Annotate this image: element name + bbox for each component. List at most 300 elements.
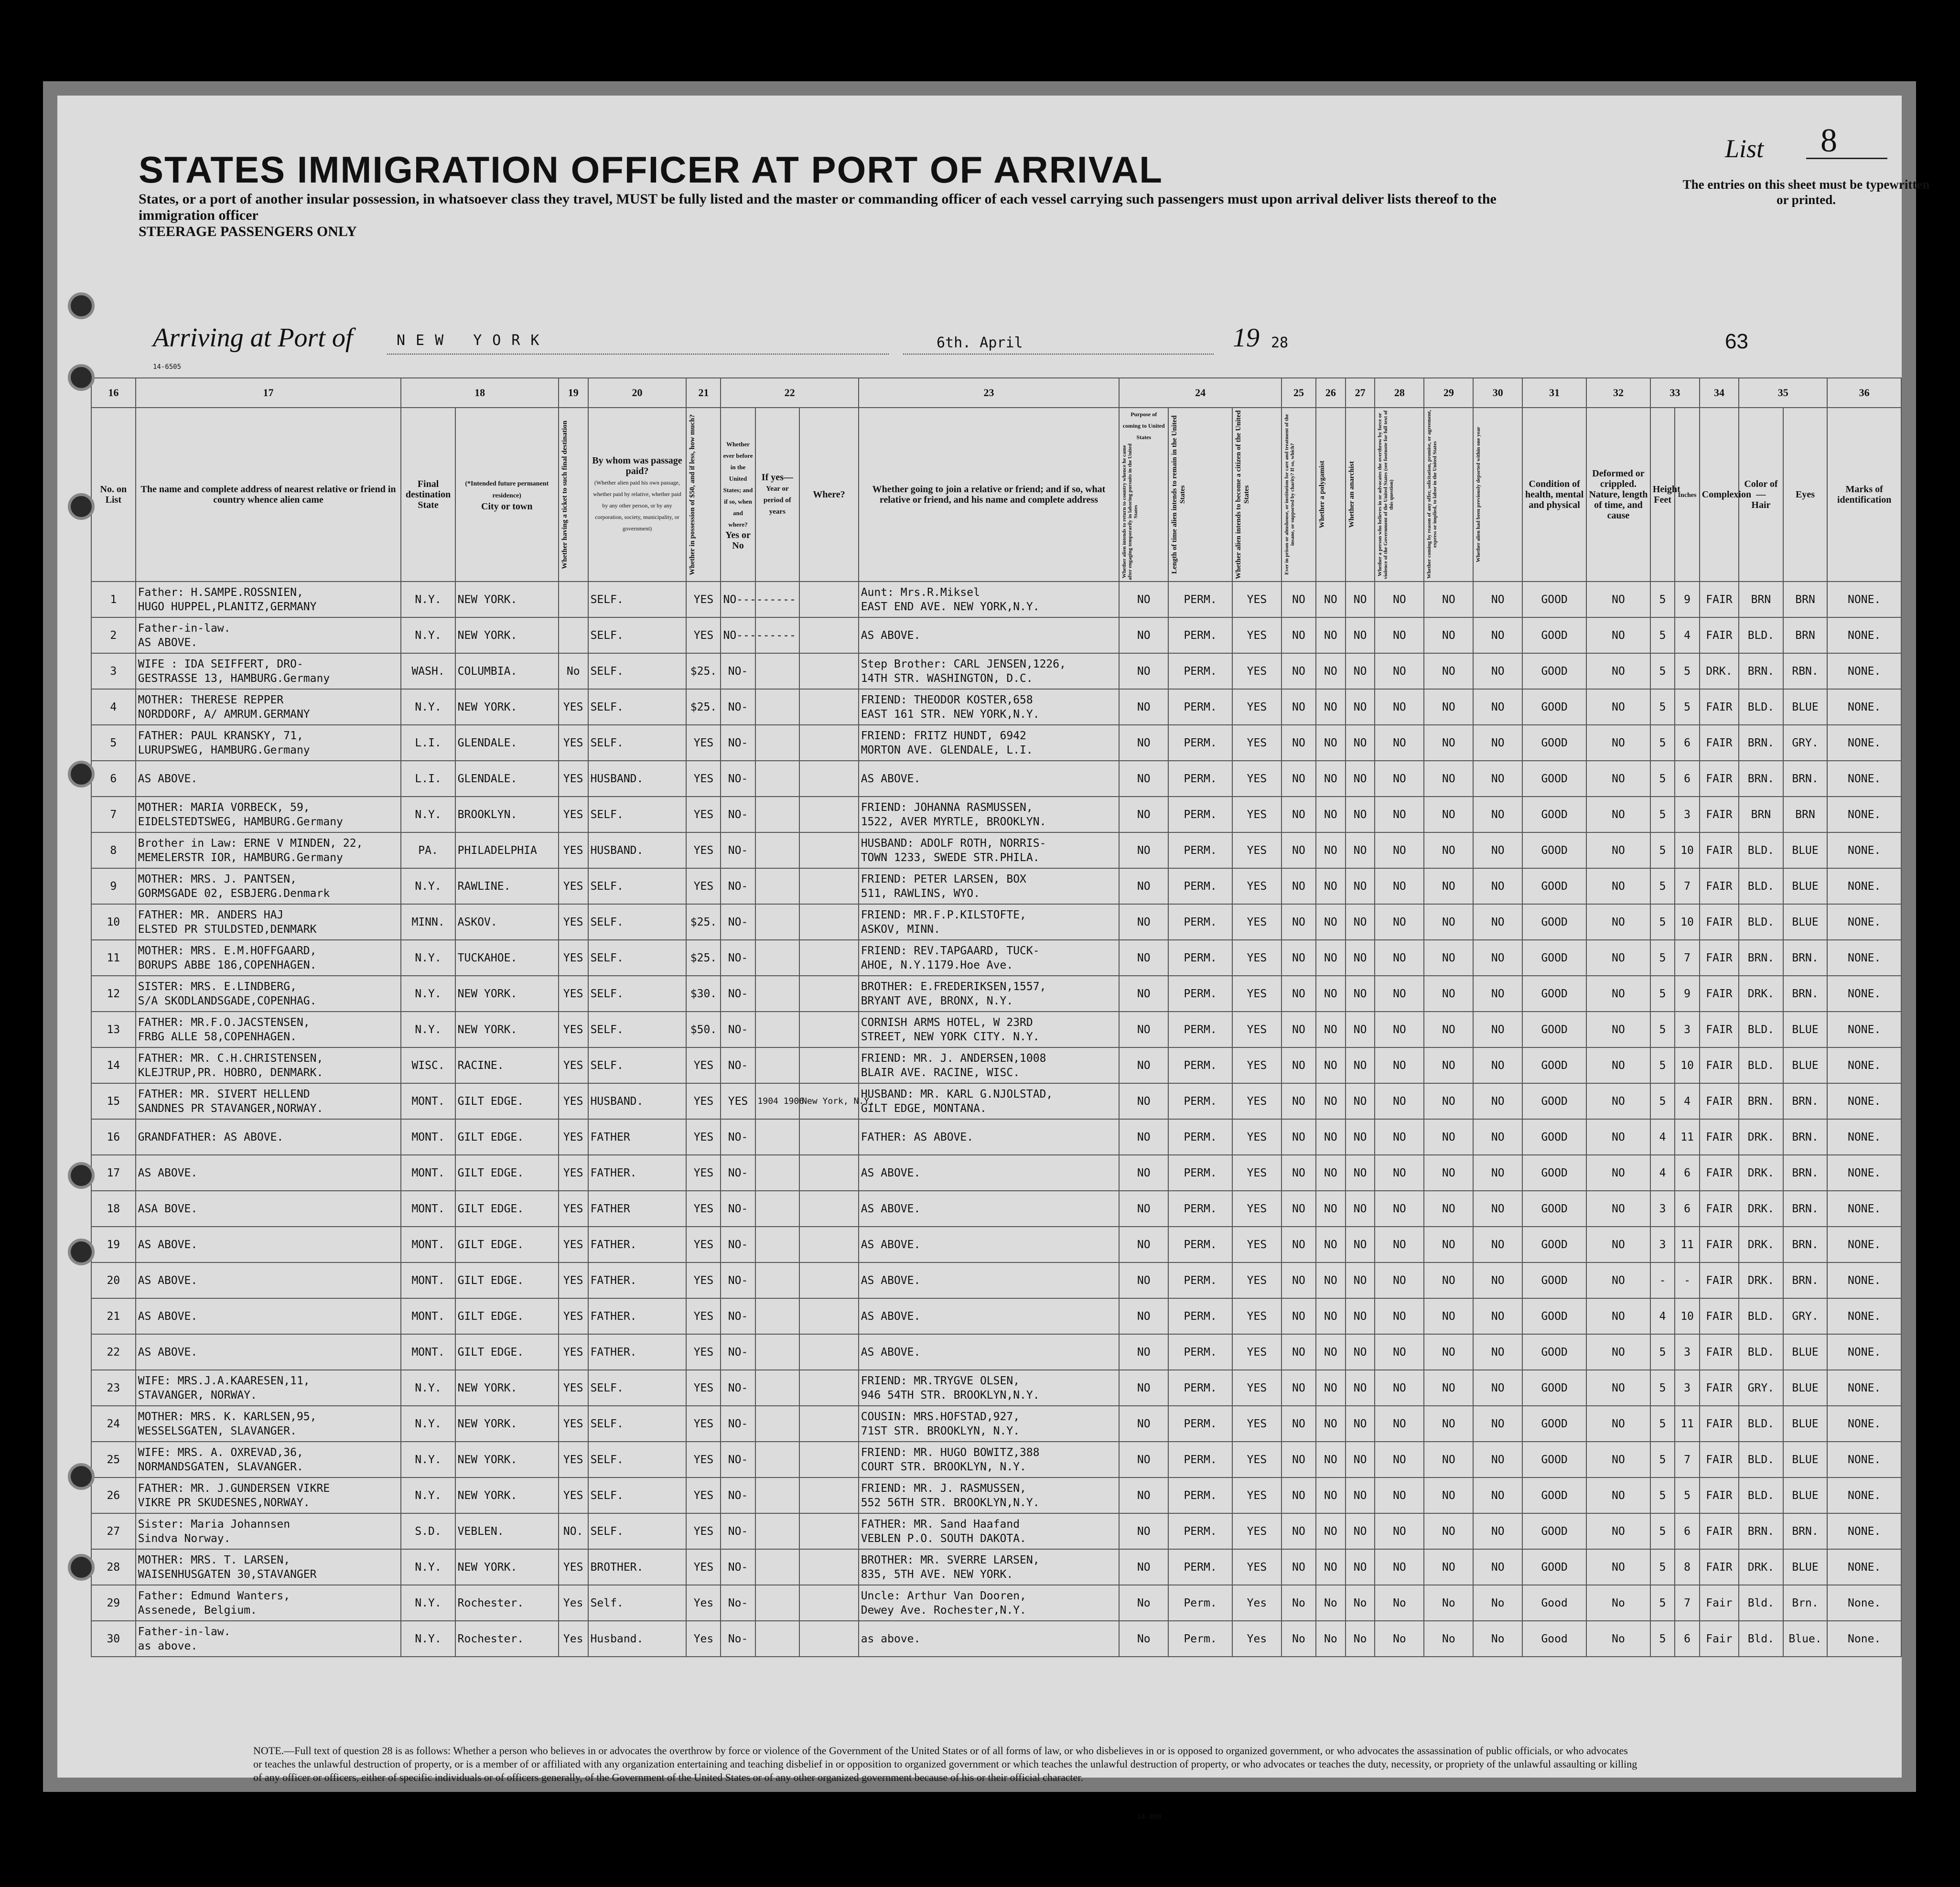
- cell-relative: [136, 653, 401, 689]
- cell-no: 16: [91, 1119, 136, 1155]
- cell-deformed: NO: [1586, 1406, 1650, 1442]
- table-row: [91, 761, 1901, 797]
- joining-line-2: AS ABOVE.: [861, 1310, 921, 1323]
- cell-before: NO-: [721, 653, 755, 689]
- cell-relative: [136, 1191, 401, 1227]
- cell-ticket: YES: [559, 868, 588, 904]
- cell-health: GOOD: [1522, 653, 1586, 689]
- cell-paid: SELF.: [588, 725, 687, 761]
- cell-inches: 7: [1675, 940, 1699, 976]
- cell-relative: [136, 1047, 401, 1083]
- table-row: [91, 1549, 1901, 1585]
- table-row: [91, 832, 1901, 868]
- cell-deformed: No: [1586, 1621, 1650, 1657]
- cell-inches: 5: [1675, 689, 1699, 725]
- cell-health: GOOD: [1522, 832, 1586, 868]
- cell-c27: NO: [1346, 689, 1375, 725]
- relative-line-2: STAVANGER, NORWAY.: [138, 1389, 257, 1402]
- cell-where: [799, 1047, 859, 1083]
- cell-c29: NO: [1424, 1227, 1473, 1262]
- binder-hole: [68, 1162, 95, 1189]
- header-passage-note: (Whether alien paid his own passage, whether paid by relative, whether paid by any other person, or by any corporation, society, municipality, or government): [593, 479, 681, 532]
- subtitle: [139, 191, 1572, 240]
- page-number: 63: [1725, 330, 1748, 353]
- cell-city: GILT EDGE.: [455, 1334, 559, 1370]
- cell-city: GILT EDGE.: [455, 1227, 559, 1262]
- cell-city: GLENDALE.: [455, 761, 559, 797]
- cell-hair: DRK.: [1739, 1262, 1783, 1298]
- colnum: 34: [1700, 378, 1739, 408]
- cell-health: GOOD: [1522, 904, 1586, 940]
- colnum: 18: [401, 378, 558, 408]
- cell-c27: No: [1346, 1585, 1375, 1621]
- cell-p24b: PERM.: [1168, 1083, 1232, 1119]
- cell-c28: NO: [1375, 1012, 1424, 1047]
- cell-c30: NO: [1473, 797, 1522, 832]
- header-purpose-b: [1168, 408, 1232, 582]
- cell-relative: [136, 1477, 401, 1513]
- cell-city: NEW YORK.: [455, 1442, 559, 1477]
- header-prison-label: Ever in prison or almshouse, or institution for care and treatment of the insane, or supported by charity? If so, which?: [1283, 414, 1295, 575]
- cell-c29: NO: [1424, 1191, 1473, 1227]
- cell-c25: NO: [1282, 1298, 1316, 1334]
- cell-feet: 5: [1650, 832, 1675, 868]
- cell-no: 21: [91, 1298, 136, 1334]
- cell-joining: [859, 1012, 1120, 1047]
- cell-health: GOOD: [1522, 1227, 1586, 1262]
- cell-inches: 5: [1675, 1477, 1699, 1513]
- cell-period: [755, 1334, 800, 1370]
- joining-line-2: Dewey Ave. Rochester,N.Y.: [861, 1604, 1026, 1617]
- joining-line-1: FRIEND: MR. HUGO BOWITZ,388: [861, 1446, 1040, 1459]
- cell-ticket: YES: [559, 1191, 588, 1227]
- cell-money: YES: [686, 1549, 721, 1585]
- cell-before: NO-: [721, 976, 755, 1012]
- cell-c28: NO: [1375, 797, 1424, 832]
- cell-state: N.Y.: [401, 1477, 455, 1513]
- cell-feet: 5: [1650, 1083, 1675, 1119]
- cell-health: GOOD: [1522, 1513, 1586, 1549]
- cell-c27: NO: [1346, 1334, 1375, 1370]
- cell-joining: [859, 1585, 1120, 1621]
- header-height-label: Height: [1652, 484, 1680, 495]
- cell-relative: [136, 1262, 401, 1298]
- table-row: [91, 1406, 1901, 1442]
- cell-state: N.Y.: [401, 976, 455, 1012]
- cell-city: NEW YORK.: [455, 976, 559, 1012]
- joining-line-1: HUSBAND: ADOLF ROTH, NORRIS-: [861, 837, 1046, 850]
- relative-line-2: AS ABOVE.: [138, 1346, 198, 1359]
- cell-feet: 5: [1650, 976, 1675, 1012]
- cell-c28: NO: [1375, 1227, 1424, 1262]
- cell-complexion: FAIR: [1700, 832, 1739, 868]
- colnum: 26: [1316, 378, 1346, 408]
- cell-state: MONT.: [401, 1262, 455, 1298]
- cell-feet: -: [1650, 1262, 1675, 1298]
- header-feet: [1650, 408, 1680, 582]
- joining-line-1: CORNISH ARMS HOTEL, W 23RD: [861, 1016, 1033, 1029]
- cell-relative: [136, 1621, 401, 1657]
- cell-paid: SELF.: [588, 1012, 687, 1047]
- cell-c30: NO: [1473, 1012, 1522, 1047]
- cell-c25: No: [1282, 1621, 1316, 1657]
- cell-paid: Self.: [588, 1585, 687, 1621]
- binder-hole: [68, 1463, 95, 1490]
- cell-p24b: Perm.: [1168, 1585, 1232, 1621]
- cell-p24c: YES: [1232, 1477, 1282, 1513]
- cell-feet: 5: [1650, 797, 1675, 832]
- cell-feet: 5: [1650, 1621, 1675, 1657]
- cell-hair: DRK.: [1739, 1119, 1783, 1155]
- cell-joining: [859, 582, 1120, 617]
- header-if-yes-label: If yes—: [761, 472, 793, 483]
- joining-line-1: FATHER: MR. Sand Haafand: [861, 1518, 1020, 1531]
- cell-joining: [859, 1370, 1120, 1406]
- cell-p24b: PERM.: [1168, 582, 1232, 617]
- cell-state: N.Y.: [401, 1549, 455, 1585]
- cell-c27: NO: [1346, 868, 1375, 904]
- cell-c29: NO: [1424, 797, 1473, 832]
- header-polygamist: [1316, 408, 1346, 582]
- manifest-table: [91, 377, 1902, 1657]
- cell-hair: BRN.: [1739, 653, 1783, 689]
- cell-c26: NO: [1316, 653, 1346, 689]
- joining-line-2: COURT STR. BROOKLYN, N.Y.: [861, 1460, 1026, 1473]
- cell-c28: NO: [1375, 832, 1424, 868]
- cell-no: 30: [91, 1621, 136, 1657]
- cell-p24b: PERM.: [1168, 1513, 1232, 1549]
- cell-period: [755, 1191, 800, 1227]
- cell-ticket: YES: [559, 1083, 588, 1119]
- cell-feet: 4: [1650, 1155, 1675, 1191]
- cell-health: Good: [1522, 1585, 1586, 1621]
- cell-p24b: PERM.: [1168, 1334, 1232, 1370]
- table-row: [91, 1047, 1901, 1083]
- cell-p24a: NO: [1119, 617, 1168, 653]
- header-relative: The name and complete address of nearest relative or friend in country whence alien came: [136, 408, 401, 582]
- cell-money: YES: [686, 832, 721, 868]
- cell-ticket: YES: [559, 1334, 588, 1370]
- cell-ticket: Yes: [559, 1621, 588, 1657]
- joining-line-1: FRIEND: MR. J. ANDERSEN,1008: [861, 1052, 1046, 1065]
- table-row: [91, 976, 1901, 1012]
- cell-hair: BRN.: [1739, 1083, 1783, 1119]
- header-money: [686, 408, 721, 582]
- table-row: [91, 1298, 1901, 1334]
- cell-c30: NO: [1473, 1513, 1522, 1549]
- header-purpose-a-label: Whether alien intends to return to country whence he came after engaging temporarily in laboring pursuits in the United States: [1121, 443, 1139, 580]
- cell-c27: NO: [1346, 1549, 1375, 1585]
- cell-inches: 4: [1675, 1083, 1699, 1119]
- cell-deformed: NO: [1586, 1155, 1650, 1191]
- header-color-of-label: Color of—: [1744, 479, 1778, 500]
- cell-inches: 10: [1675, 904, 1699, 940]
- cell-paid: SELF.: [588, 1442, 687, 1477]
- table-row: [91, 1513, 1901, 1549]
- cell-eyes: BLUE: [1783, 1477, 1828, 1513]
- cell-feet: 5: [1650, 725, 1675, 761]
- relative-line-1: MOTHER: MRS. K. KARLSEN,95,: [138, 1410, 317, 1423]
- cell-deformed: NO: [1586, 761, 1650, 797]
- joining-line-1: FRIEND: PETER LARSEN, BOX: [861, 873, 1026, 885]
- cell-marks: NONE.: [1827, 1298, 1901, 1334]
- cell-money: YES: [686, 1370, 721, 1406]
- cell-marks: NONE.: [1827, 617, 1901, 653]
- cell-c28: NO: [1375, 1334, 1424, 1370]
- joining-line-2: AS ABOVE.: [861, 772, 921, 785]
- cell-paid: HUSBAND.: [588, 761, 687, 797]
- cell-city: Rochester.: [455, 1585, 559, 1621]
- cell-p24c: YES: [1232, 868, 1282, 904]
- cell-c28: NO: [1375, 1298, 1424, 1334]
- cell-eyes: BRN.: [1783, 976, 1828, 1012]
- cell-inches: 3: [1675, 1012, 1699, 1047]
- cell-c25: NO: [1282, 1334, 1316, 1370]
- manifest-sheet: [43, 81, 1930, 1821]
- cell-before: NO-: [721, 1477, 755, 1513]
- cell-no: 13: [91, 1012, 136, 1047]
- cell-period: [755, 868, 800, 904]
- header-q30: [1473, 408, 1522, 582]
- cell-health: GOOD: [1522, 1370, 1586, 1406]
- joining-line-1: FRIEND: REV.TAPGAARD, TUCK-: [861, 944, 1040, 957]
- joining-line-1: BROTHER: MR. SVERRE LARSEN,: [861, 1553, 1040, 1566]
- cell-p24b: PERM.: [1168, 1047, 1232, 1083]
- cell-c27: NO: [1346, 1513, 1375, 1549]
- cell-c30: NO: [1473, 1370, 1522, 1406]
- cell-deformed: NO: [1586, 1513, 1650, 1549]
- cell-eyes: BRN.: [1783, 940, 1828, 976]
- cell-period: [755, 904, 800, 940]
- cell-money: YES: [686, 725, 721, 761]
- cell-complexion: FAIR: [1700, 1334, 1739, 1370]
- cell-before: NO---------: [721, 617, 755, 653]
- cell-inches: 4: [1675, 617, 1699, 653]
- cell-complexion: FAIR: [1700, 1406, 1739, 1442]
- cell-no: 9: [91, 868, 136, 904]
- relative-line-2: GESTRASSE 13, HAMBURG.Germany: [138, 672, 330, 685]
- cell-complexion: FAIR: [1700, 976, 1739, 1012]
- cell-c28: NO: [1375, 1047, 1424, 1083]
- cell-p24c: YES: [1232, 797, 1282, 832]
- cell-marks: NONE.: [1827, 1442, 1901, 1477]
- cell-c28: NO: [1375, 1513, 1424, 1549]
- cell-c25: NO: [1282, 582, 1316, 617]
- cell-hair: BLD.: [1739, 617, 1783, 653]
- header-purpose-a: [1119, 408, 1168, 582]
- cell-p24b: PERM.: [1168, 761, 1232, 797]
- cell-hair: BLD.: [1739, 1442, 1783, 1477]
- cell-paid: FATHER.: [588, 1155, 687, 1191]
- cell-city: COLUMBIA.: [455, 653, 559, 689]
- header-ticket: [559, 408, 588, 582]
- cell-no: 10: [91, 904, 136, 940]
- cell-c26: NO: [1316, 1549, 1346, 1585]
- cell-marks: NONE.: [1827, 1083, 1901, 1119]
- cell-state: N.Y.: [401, 1585, 455, 1621]
- relative-line-1: MOTHER: THERESE REPPER: [138, 693, 284, 706]
- cell-c26: NO: [1316, 1370, 1346, 1406]
- joining-line-2: AS ABOVE.: [861, 1346, 921, 1359]
- cell-hair: Bld.: [1739, 1621, 1783, 1657]
- binder-hole: [68, 1239, 95, 1265]
- cell-state: MONT.: [401, 1298, 455, 1334]
- cell-c29: NO: [1424, 1155, 1473, 1191]
- joining-line-2: AHOE, N.Y.1179.Hoe Ave.: [861, 959, 1013, 971]
- table-row: [91, 1442, 1901, 1477]
- cell-c29: NO: [1424, 1406, 1473, 1442]
- date-value: 6th. April: [937, 334, 1023, 351]
- cell-joining: [859, 617, 1120, 653]
- cell-p24b: PERM.: [1168, 617, 1232, 653]
- cell-c26: No: [1316, 1621, 1346, 1657]
- cell-hair: BRN.: [1739, 940, 1783, 976]
- cell-c29: NO: [1424, 1477, 1473, 1513]
- relative-line-1: MOTHER: MRS. E.M.HOFFGAARD,: [138, 944, 317, 957]
- cell-c30: NO: [1473, 689, 1522, 725]
- header-yes-no-label: Yes or No: [725, 530, 751, 551]
- cell-where: [799, 1477, 859, 1513]
- cell-p24a: NO: [1119, 1513, 1168, 1549]
- cell-p24b: PERM.: [1168, 725, 1232, 761]
- cell-eyes: BRN.: [1783, 1083, 1828, 1119]
- colnum: 27: [1346, 378, 1375, 408]
- cell-c25: NO: [1282, 1083, 1316, 1119]
- cell-c28: No: [1375, 1585, 1424, 1621]
- footnote: NOTE.—Full text of question 28 is as follows: Whether a person who believes in or advocates the overthrow by force or violence of the Government of the United States or of all forms of law, or who disbelieves in or is opposed to organized government, or who advocates the assassination of public officials, or who advocates or teaches the unlawful destruction of property, or is a member of or affiliated with any organization entertaining and teaching disbelief in or opposition to organized government or which teaches the unlawful destruction of property, or who advocates or teaches the duty, necessity, or propriety of the unlawful assaulting or killing of any officer or officers, either of specific individuals or of officers generally, of the Government of the United States or of any other organized government because of his or their official character.: [253, 1745, 1637, 1783]
- colnum: 21: [686, 378, 721, 408]
- cell-c26: NO: [1316, 689, 1346, 725]
- cell-deformed: NO: [1586, 1083, 1650, 1119]
- cell-joining: [859, 1262, 1120, 1298]
- relative-line-1: Father: Edmund Wanters,: [138, 1589, 291, 1602]
- cell-ticket: YES: [559, 1298, 588, 1334]
- cell-before: NO-: [721, 904, 755, 940]
- cell-hair: BLD.: [1739, 832, 1783, 868]
- cell-inches: 3: [1675, 797, 1699, 832]
- cell-c27: NO: [1346, 1191, 1375, 1227]
- cell-inches: 6: [1675, 1191, 1699, 1227]
- cell-deformed: NO: [1586, 1477, 1650, 1513]
- cell-p24a: NO: [1119, 1370, 1168, 1406]
- cell-c25: NO: [1282, 725, 1316, 761]
- cell-p24b: PERM.: [1168, 1549, 1232, 1585]
- cell-c26: NO: [1316, 1477, 1346, 1513]
- header-complexion: Complexion: [1700, 408, 1739, 582]
- cell-marks: NONE.: [1827, 868, 1901, 904]
- cell-no: 26: [91, 1477, 136, 1513]
- header-hair-label: Hair: [1751, 500, 1771, 510]
- cell-complexion: FAIR: [1700, 1227, 1739, 1262]
- cell-period: [755, 1262, 800, 1298]
- cell-inches: 3: [1675, 1334, 1699, 1370]
- cell-paid: SELF.: [588, 582, 687, 617]
- colnum: 17: [136, 378, 401, 408]
- relative-line-2: AS ABOVE.: [138, 636, 198, 649]
- cell-c27: NO: [1346, 1047, 1375, 1083]
- joining-line-2: AS ABOVE.: [861, 1274, 921, 1287]
- cell-eyes: RBN.: [1783, 653, 1828, 689]
- cell-city: GLENDALE.: [455, 725, 559, 761]
- column-header-row: [91, 408, 1901, 582]
- cell-feet: 4: [1650, 1298, 1675, 1334]
- cell-relative: [136, 797, 401, 832]
- cell-paid: HUSBAND.: [588, 1083, 687, 1119]
- relative-line-2: FRBG ALLE 58,COPENHAGEN.: [138, 1030, 297, 1043]
- cell-marks: NONE.: [1827, 904, 1901, 940]
- cell-c28: NO: [1375, 1442, 1424, 1477]
- relative-line-1: FATHER: MR. ANDERS HAJ: [138, 908, 284, 921]
- cell-feet: 5: [1650, 1442, 1675, 1477]
- cell-c29: NO: [1424, 1083, 1473, 1119]
- cell-money: YES: [686, 1298, 721, 1334]
- relative-line-2: WESSELSGATEN, SLAVANGER.: [138, 1424, 297, 1437]
- cell-c27: NO: [1346, 976, 1375, 1012]
- cell-marks: NONE.: [1827, 1334, 1901, 1370]
- relative-line-1: Father-in-law.: [138, 622, 231, 635]
- cell-c28: NO: [1375, 582, 1424, 617]
- cell-health: GOOD: [1522, 1477, 1586, 1513]
- cell-joining: [859, 1406, 1120, 1442]
- arriving-label: Arriving at Port of: [153, 323, 353, 353]
- list-label: List: [1725, 134, 1764, 163]
- joining-line-2: 946 54TH STR. BROOKLYN,N.Y.: [861, 1389, 1040, 1402]
- cell-relative: [136, 940, 401, 976]
- cell-complexion: FAIR: [1700, 1262, 1739, 1298]
- cell-period: [755, 761, 800, 797]
- cell-p24a: NO: [1119, 725, 1168, 761]
- cell-feet: 5: [1650, 868, 1675, 904]
- cell-p24a: NO: [1119, 653, 1168, 689]
- cell-p24a: NO: [1119, 1406, 1168, 1442]
- cell-where: [799, 1191, 859, 1227]
- cell-health: GOOD: [1522, 1047, 1586, 1083]
- cell-state: S.D.: [401, 1513, 455, 1549]
- cell-joining: [859, 1083, 1120, 1119]
- cell-paid: SELF.: [588, 1477, 687, 1513]
- cell-p24c: Yes: [1232, 1585, 1282, 1621]
- cell-before: NO-: [721, 1262, 755, 1298]
- joining-line-2: 552 56TH STR. BROOKLYN,N.Y.: [861, 1496, 1040, 1509]
- relative-line-2: HUGO HUPPEL,PLANITZ,GERMANY: [138, 600, 317, 613]
- cell-paid: SELF.: [588, 797, 687, 832]
- cell-money: YES: [686, 582, 721, 617]
- header-purpose-label: Purpose of coming to United States: [1122, 411, 1165, 441]
- cell-p24b: PERM.: [1168, 868, 1232, 904]
- cell-p24c: YES: [1232, 1334, 1282, 1370]
- cell-eyes: GRY.: [1783, 1298, 1828, 1334]
- cell-c27: NO: [1346, 582, 1375, 617]
- cell-eyes: BLUE: [1783, 1442, 1828, 1477]
- cell-c30: NO: [1473, 653, 1522, 689]
- cell-p24b: Perm.: [1168, 1621, 1232, 1657]
- cell-relative: [136, 1513, 401, 1549]
- cell-feet: 5: [1650, 617, 1675, 653]
- cell-period: [755, 1406, 800, 1442]
- cell-p24a: NO: [1119, 1227, 1168, 1262]
- cell-city: RAWLINE.: [455, 868, 559, 904]
- cell-p24c: YES: [1232, 976, 1282, 1012]
- cell-c25: NO: [1282, 1191, 1316, 1227]
- header-q28: [1375, 408, 1424, 582]
- cell-complexion: FAIR: [1700, 1047, 1739, 1083]
- cell-c29: NO: [1424, 689, 1473, 725]
- cell-period: [755, 1370, 800, 1406]
- joining-line-1: COUSIN: MRS.HOFSTAD,927,: [861, 1410, 1020, 1423]
- cell-complexion: DRK.: [1700, 653, 1739, 689]
- cell-c28: NO: [1375, 1155, 1424, 1191]
- table-row: [91, 1370, 1901, 1406]
